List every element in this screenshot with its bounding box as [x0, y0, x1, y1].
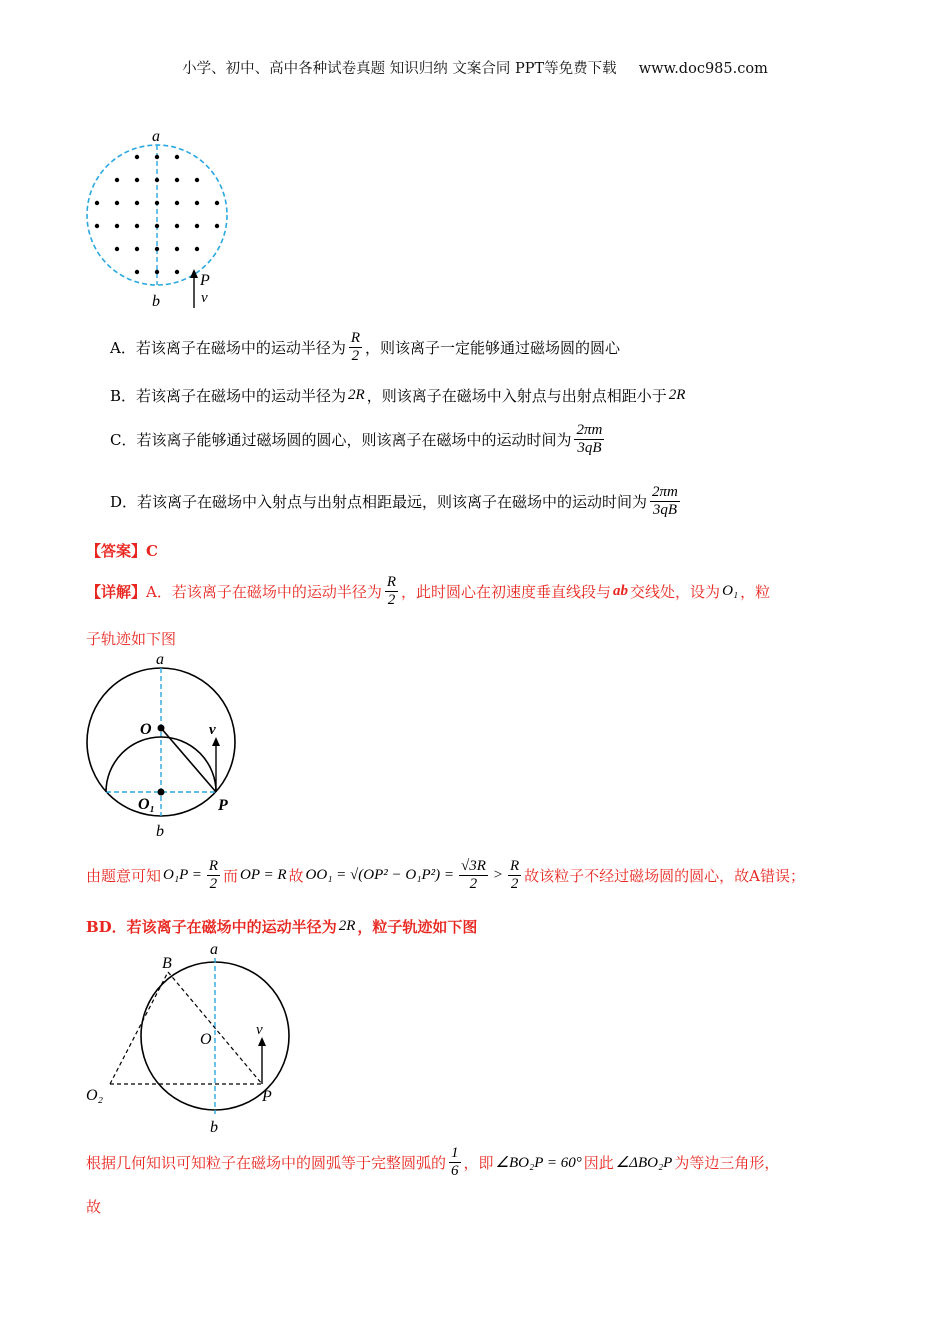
label-p: P: [218, 797, 228, 814]
detail-line4-prefix: BD．若该离子在磁场中的运动半径为: [86, 918, 337, 936]
detail-line4-math: 2R: [338, 918, 356, 934]
option-d-fraction: $\frac{2\pi m}{3qB}$: [652, 484, 678, 518]
page-header: [0, 57, 950, 78]
detail-line3-eq2: OP = R: [240, 867, 287, 883]
label-a: a: [156, 652, 164, 668]
detail-line3-eq3: OO₁ = √(OP² − O₁P²) =: [305, 867, 454, 883]
label-v: v: [201, 290, 208, 306]
detail-line5-fraction: $\frac{1}{6}$: [451, 1145, 459, 1179]
detail-line1-prefix: A．若该离子在磁场中的运动半径为: [146, 583, 382, 601]
detail-line1-o1: O₁: [722, 583, 739, 599]
point-o1: [158, 789, 165, 796]
detail-line1-ab: ab: [613, 583, 629, 599]
detail-line5-prefix: 根据几何知识可知粒子在磁场中的圆弧等于完整圆弧的: [86, 1154, 447, 1172]
option-a-fraction: $\frac{R}{2}$: [350, 330, 361, 364]
detail-line3-gt: >: [492, 867, 503, 883]
label-b: b: [210, 1119, 218, 1136]
option-d[interactable]: [110, 484, 683, 519]
answer-value: C: [146, 542, 158, 560]
detail-line2-text: 子轨迹如下图: [86, 630, 177, 648]
segment-bp: [168, 972, 262, 1084]
label-b: b: [156, 823, 164, 840]
detail-label: 【详解】: [86, 583, 147, 601]
detail-line5-triangle: ∠ΔBO₂P: [615, 1155, 673, 1171]
detail-line-1: [86, 574, 770, 609]
detail-line3-er: 而: [223, 867, 239, 885]
option-c[interactable]: [110, 422, 607, 457]
detail-line5-angle: ∠BO₂P = 60°: [495, 1155, 582, 1171]
detail-line3-frac2: $\frac{√3R}{2}$: [460, 858, 486, 892]
option-c-fraction: $\frac{2\pi m}{3qB}$: [576, 422, 603, 456]
label-v: v: [209, 722, 216, 738]
detail-line3-end: 故该粒子不经过磁场圆的圆心，故A错误；: [524, 867, 806, 885]
detail-line-5: [86, 1145, 779, 1180]
option-b[interactable]: [110, 385, 687, 406]
label-o: O: [200, 1031, 212, 1048]
detail-line-3: [86, 858, 805, 893]
option-b-text: B．若该离子在磁场中的运动半径为: [110, 387, 347, 405]
option-b-middle: ，则该离子在磁场中入射点与出射点相距小于: [366, 387, 667, 405]
detail-line3-eq1: O₁P =: [163, 867, 202, 883]
detail-line3-gu: 故: [288, 867, 304, 885]
answer-line: [86, 540, 158, 561]
label-o1: O₁: [138, 796, 156, 813]
option-c-text: C．若该离子能够通过磁场圆的圆心，则该离子在磁场中的运动时间为: [110, 431, 572, 449]
detail-line3-frac3: $\frac{R}{2}$: [510, 858, 520, 892]
header-url[interactable]: www.doc985.com: [638, 61, 768, 77]
label-o: O: [140, 721, 152, 738]
label-v: v: [256, 1022, 263, 1038]
label-p: P: [262, 1088, 272, 1105]
option-b-math1: 2R: [348, 387, 365, 403]
option-b-math2: 2R: [668, 387, 686, 403]
detail-line-4: [86, 916, 477, 937]
point-o: [158, 725, 165, 732]
detail-line5-mid: ，即: [463, 1154, 494, 1172]
detail-line5-mid2: 因此: [583, 1154, 614, 1172]
answer-label: 【答案】: [86, 542, 147, 560]
option-a[interactable]: [110, 330, 620, 365]
velocity-arrowhead: [212, 737, 220, 746]
detail-line1-end: ，粒: [740, 583, 771, 601]
option-a-suffix: ，则该离子一定能够通过磁场圆的圆心: [365, 339, 621, 357]
label-a: a: [152, 128, 160, 145]
label-b: b: [152, 293, 160, 310]
header-text: 小学、初中、高中各种试卷真题 知识归纳 文案合同 PPT等免费下载: [182, 61, 617, 77]
detail-line1-fraction: $\frac{R}{2}$: [386, 574, 397, 608]
figure-magnetic-field: [80, 125, 250, 315]
detail-line5-end: 为等边三角形，: [674, 1154, 780, 1172]
velocity-arrowhead: [258, 1037, 266, 1046]
option-a-text: A．若该离子在磁场中的运动半径为: [110, 339, 346, 357]
label-b-point: B: [162, 955, 172, 972]
detail-line-6: [86, 1196, 101, 1217]
detail-line3-frac1: $\frac{R}{2}$: [208, 858, 218, 892]
detail-line1-mid2: 交线处，设为: [630, 583, 721, 601]
detail-line4-end: ，粒子轨迹如下图: [357, 918, 478, 936]
figure-trajectory-small-radius: [80, 652, 260, 842]
label-a: a: [210, 941, 218, 958]
label-p: P: [200, 272, 210, 289]
detail-line3-prefix: 由题意可知: [86, 867, 162, 885]
segment-op: [161, 728, 216, 792]
detail-line6-text: 故: [86, 1198, 102, 1216]
detail-line1-mid: ，此时圆心在初速度垂直线段与: [401, 583, 612, 601]
detail-line-2: [86, 628, 176, 649]
label-o2: O₂: [86, 1087, 104, 1104]
segment-o2b: [110, 972, 168, 1084]
option-d-text: D．若该离子在磁场中入射点与出射点相距最远，则该离子在磁场中的运动时间为: [110, 493, 648, 511]
figure-trajectory-large-radius: [80, 938, 310, 1143]
